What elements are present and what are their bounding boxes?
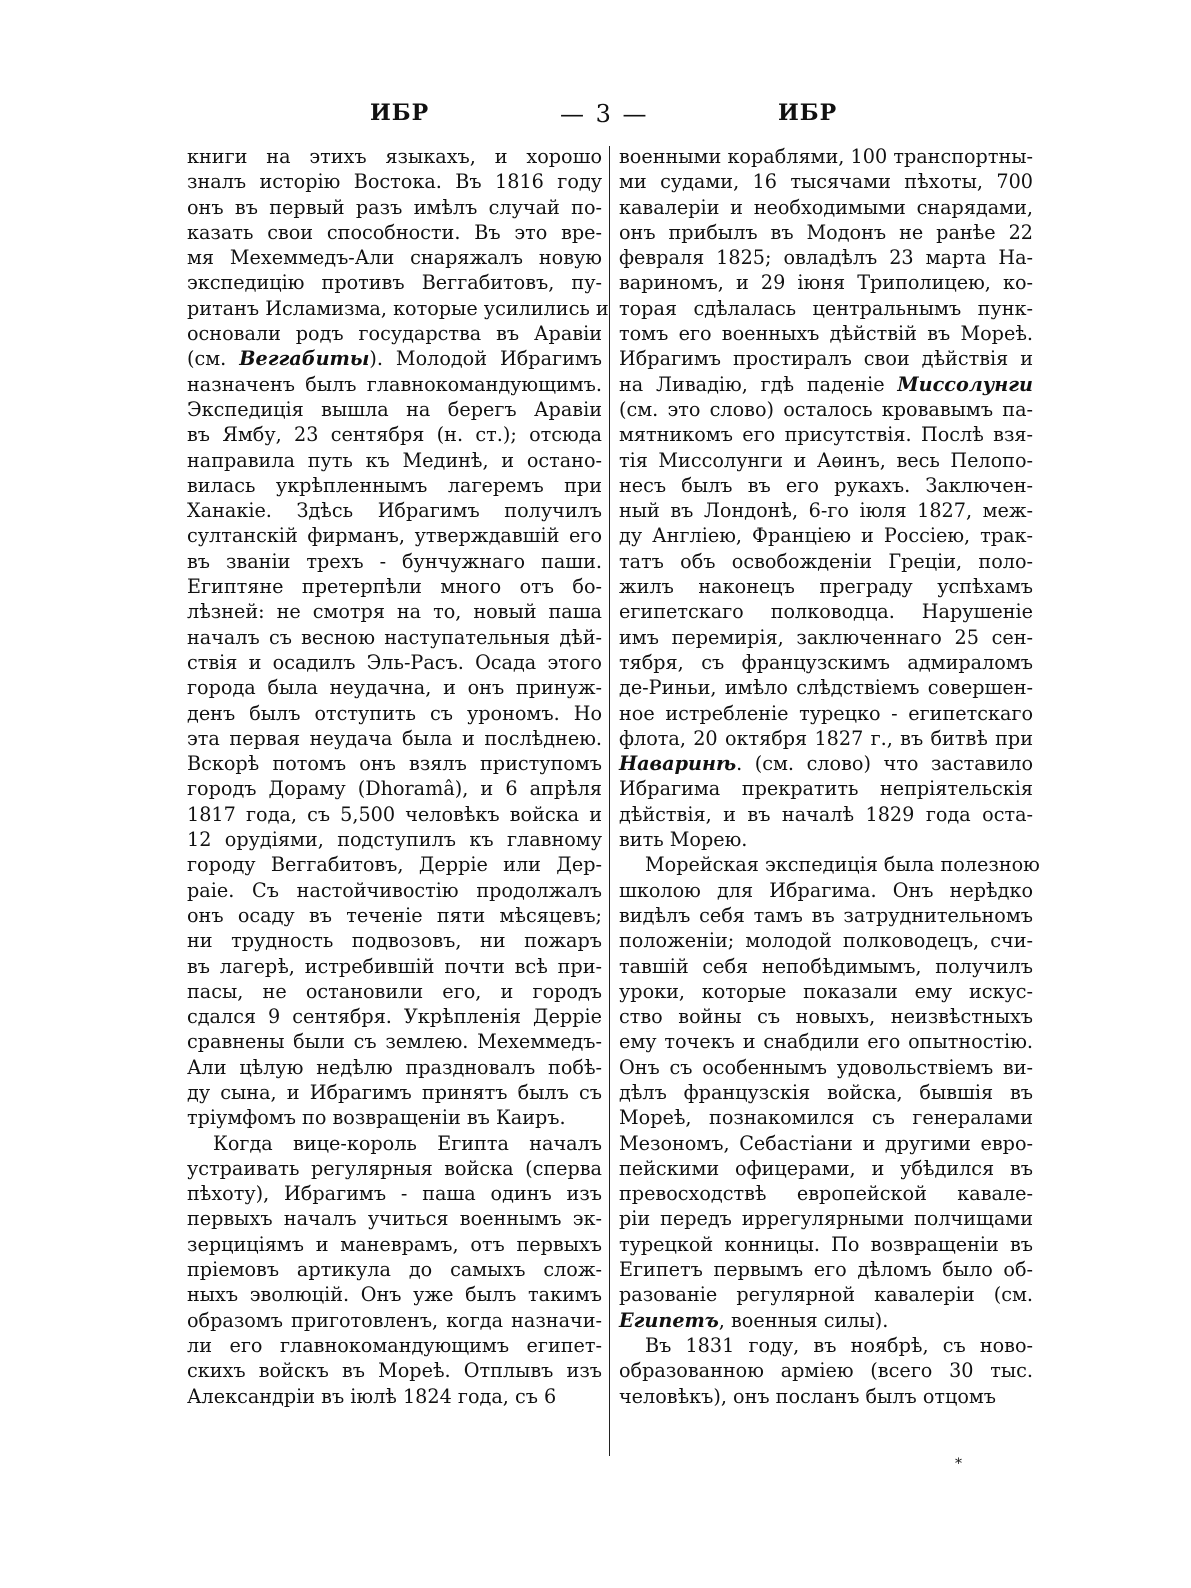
text-line: сравнены были съ землею. Мехеммедъ- (187, 1030, 602, 1054)
text-line: положеніи; молодой полководецъ, счи- (619, 929, 1033, 953)
text-line: тія Миссолунги и Аѳинъ, весь Пелопо- (619, 448, 1033, 472)
text-line: турецкой конницы. По возвращеніи въ (619, 1232, 1033, 1256)
text-line: направила путь къ Мединѣ, и остано- (187, 448, 602, 472)
text-line: Ибрагима прекратить непріятельскія (619, 777, 1033, 801)
text-line: Вскорѣ потомъ онъ взялъ приступомъ (187, 752, 602, 776)
text-line: началъ съ весною наступательныя дѣй- (187, 625, 602, 649)
text-line: образованною арміею (всего 30 тыс. (619, 1359, 1033, 1383)
text-line: на Ливадію, гдѣ паденіе Миссолунги (619, 372, 1033, 396)
text-line: зерциціямъ и маневрамъ, отъ первыхъ (187, 1232, 602, 1256)
text-line: Мезономъ, Себастіани и другими евро- (619, 1131, 1033, 1155)
text-line: мятникомъ его присутствія. Послѣ взя- (619, 423, 1033, 447)
text-line: Въ 1831 году, въ ноябрѣ, съ ново- (645, 1333, 1033, 1357)
text-line: уроки, которые показали ему искус- (619, 979, 1033, 1003)
italic-term: Наваринѣ (619, 752, 737, 776)
column-divider (609, 146, 610, 1456)
text-line: ли его главнокомандующимъ египет- (187, 1333, 602, 1357)
text-line: вилась укрѣпленнымъ лагеремъ при (187, 473, 602, 497)
text-line: ему точекъ и снабдили его опытностію. (619, 1030, 1033, 1054)
text-line: ду Англіею, Франціею и Россіею, трак- (619, 524, 1033, 548)
text-line: образомъ приготовленъ, когда назначи- (187, 1308, 602, 1332)
text-line: пріемовъ артикула до самыхъ слож- (187, 1258, 602, 1282)
text-line: Онъ съ особеннымъ удовольствіемъ ви- (619, 1055, 1033, 1079)
text-line: 1817 года, съ 5,500 человѣкъ войска и (187, 802, 602, 826)
italic-term: Веггабиты (239, 347, 370, 371)
paragraph (619, 852, 1040, 1333)
text-line: книги на этихъ языкахъ, и хорошо (187, 145, 602, 168)
text-line: сдался 9 сентября. Укрѣпленія Дерріе (187, 1005, 602, 1029)
text-line: имъ перемирія, заключеннаго 25 сен- (619, 625, 1033, 649)
text-line: ный въ Лондонѣ, 6-го іюля 1827, меж- (619, 499, 1033, 523)
text-line: онъ прибылъ въ Модонъ не ранѣе 22 (619, 220, 1033, 244)
footer-mark: * (955, 1456, 962, 1472)
text-line: зналъ исторію Востока. Въ 1816 году (187, 170, 602, 194)
text-line: человѣкъ), онъ посланъ былъ отцомъ (619, 1384, 997, 1408)
text-line: мя Мехеммедъ-Али снаряжалъ новую (187, 246, 602, 270)
text-line: дѣйствія, и въ началѣ 1829 года оста- (619, 802, 1033, 826)
text-line: ріи передъ иррегулярными полчищами (619, 1207, 1033, 1231)
text-line: татъ объ освобожденіи Греціи, поло- (619, 549, 1033, 573)
text-line: ное истребленіе турецко - египетскаго (619, 701, 1033, 725)
text-line: первыхъ началъ учиться военнымъ эк- (187, 1207, 602, 1231)
left-column (187, 144, 609, 1409)
text-line: де-Риньи, имѣло слѣдствіемъ совершен- (619, 676, 1033, 700)
text-line: Египтяне претерпѣли много отъ бо- (187, 575, 602, 599)
text-line: ствія и осадилъ Эль-Расъ. Осада этого (187, 650, 602, 674)
text-line: школою для Ибрагима. Онъ нерѣдко (619, 878, 1033, 902)
text-line: ныхъ эволюцій. Онъ уже былъ такимъ (187, 1283, 602, 1307)
text-line: въ Ямбу, 23 сентября (н. ст.); отсюда (187, 423, 602, 447)
text-line: Александріи въ іюлѣ 1824 года, съ 6 (187, 1384, 557, 1408)
text-line: Мореѣ, познакомился съ генералами (619, 1106, 1033, 1130)
text-line: дѣлъ французскія войска, бывшія въ (619, 1080, 1033, 1104)
text-line: казать свои способности. Въ это вре- (187, 220, 602, 244)
text-line: раіе. Съ настойчивостію продолжалъ (187, 878, 602, 902)
text-line: ство войны съ новыхъ, неизвѣстныхъ (619, 1005, 1033, 1029)
text-line: ми судами, 16 тысячами пѣхоты, 700 (619, 170, 1033, 194)
text-line: городу Веггабитовъ, Дерріе или Дер- (187, 853, 602, 877)
text-line: денъ былъ отступить съ урономъ. Но (187, 701, 602, 725)
text-line: городъ Дораму (Dhoramâ), и 6 апрѣля (187, 777, 602, 801)
text-line: эта первая неудача была и послѣднею. (187, 726, 602, 750)
text-line: въ лагерѣ, истребившій почти всѣ при- (187, 954, 602, 978)
text-line: превосходствѣ европейской кавале- (619, 1182, 1033, 1206)
text-line: февраля 1825; овладѣлъ 23 марта На- (619, 246, 1033, 270)
running-head-right: ИБР (778, 100, 838, 126)
text-line: устраивать регулярныя войска (сперва (187, 1156, 602, 1180)
text-line: султанскій фирманъ, утверждавшій его (187, 524, 602, 548)
text-line: торая сдѣлалась центральнымъ пунк- (619, 296, 1033, 320)
page-header (0, 100, 1191, 136)
text-line: тріумфомъ по возвращеніи въ Каиръ. (187, 1106, 566, 1130)
text-line: (см. это слово) осталось кровавымъ па- (619, 397, 1033, 421)
paragraph (619, 1333, 1033, 1409)
text-line: (см. Веггабиты). Молодой Ибрагимъ (187, 347, 603, 371)
text-line: флота, 20 октября 1827 г., въ битвѣ при (619, 726, 1033, 750)
text-line: Когда вице-король Египта началъ (213, 1131, 602, 1155)
paragraph (187, 1131, 602, 1409)
text-line: видѣлъ себя тамъ въ затруднительномъ (619, 903, 1033, 927)
text-line: Али цѣлую недѣлю праздновалъ побѣ- (187, 1055, 602, 1079)
text-line: ду сына, и Ибрагимъ принятъ былъ съ (187, 1080, 602, 1104)
text-line: Египетъ, военныя силы). (619, 1308, 889, 1332)
italic-term: Египетъ (619, 1308, 719, 1332)
text-line: скихъ войскъ въ Мореѣ. Отплывъ изъ (187, 1359, 602, 1383)
italic-term: Миссолунги (897, 372, 1033, 396)
text-line: египетскаго полководца. Нарушеніе (619, 600, 1033, 624)
text-line: тября, съ французскимъ адмираломъ (619, 650, 1033, 674)
text-line: ни трудность подвозовъ, ни пожаръ (187, 929, 602, 953)
text-line: несъ былъ въ его рукахъ. Заключен- (619, 473, 1033, 497)
text-line: томъ его военныхъ дѣйствій въ Мореѣ. (619, 322, 1033, 346)
text-line: онъ въ первый разъ имѣлъ случай по- (187, 195, 602, 219)
text-line: разованіе регулярной кавалеріи (см. (619, 1283, 1033, 1307)
text-line: военными кораблями, 100 транспортны- (619, 145, 1033, 168)
text-line: основали родъ государства въ Аравіи (187, 322, 602, 346)
text-line: пѣхоту), Ибрагимъ - паша одинъ изъ (187, 1182, 602, 1206)
text-line: экспедицію противъ Веггабитовъ, пу- (187, 271, 602, 295)
right-column (619, 144, 1040, 1409)
text-line: Египетъ первымъ его дѣломъ было об- (619, 1258, 1033, 1282)
text-line: онъ осаду въ теченіе пяти мѣсяцевъ; (187, 903, 602, 927)
text-line: Ибрагимъ простиралъ свои дѣйствія и (619, 347, 1033, 371)
text-line: кавалеріи и необходимыми снарядами, (619, 195, 1033, 219)
text-line: жилъ наконецъ преграду успѣхамъ (619, 575, 1033, 599)
text-line: пейскими офицерами, и убѣдился въ (619, 1156, 1033, 1180)
paragraph (187, 144, 609, 1131)
page-number: — 3 — (560, 100, 649, 128)
running-head-left: ИБР (370, 100, 430, 126)
text-line: ританъ Исламизма, которые усилились и (187, 296, 609, 320)
text-line: 12 орудіями, подступилъ къ главному (187, 828, 602, 852)
text-line: въ званіи трехъ - бунчужнаго паши. (187, 549, 602, 573)
text-line: вариномъ, и 29 іюня Триполицею, ко- (619, 271, 1033, 295)
text-line: Ханакіе. Здѣсь Ибрагимъ получилъ (187, 499, 602, 523)
text-line: лѣзней: не смотря на то, новый паша (187, 600, 602, 624)
text-line: тавшій себя непобѣдимымъ, получилъ (619, 954, 1033, 978)
text-line: Экспедиція вышла на берегъ Аравіи (187, 397, 602, 421)
text-line: вить Морею. (619, 828, 748, 852)
text-line: Морейская экспедиція была полезною (645, 853, 1040, 877)
paragraph (619, 144, 1033, 852)
text-line: Наваринѣ. (см. слово) что заставило (619, 752, 1033, 776)
text-line: пасы, не остановили его, и городъ (187, 979, 602, 1003)
text-line: города была неудачна, и онъ принуж- (187, 676, 602, 700)
text-line: назначенъ былъ главнокомандующимъ. (187, 372, 602, 396)
